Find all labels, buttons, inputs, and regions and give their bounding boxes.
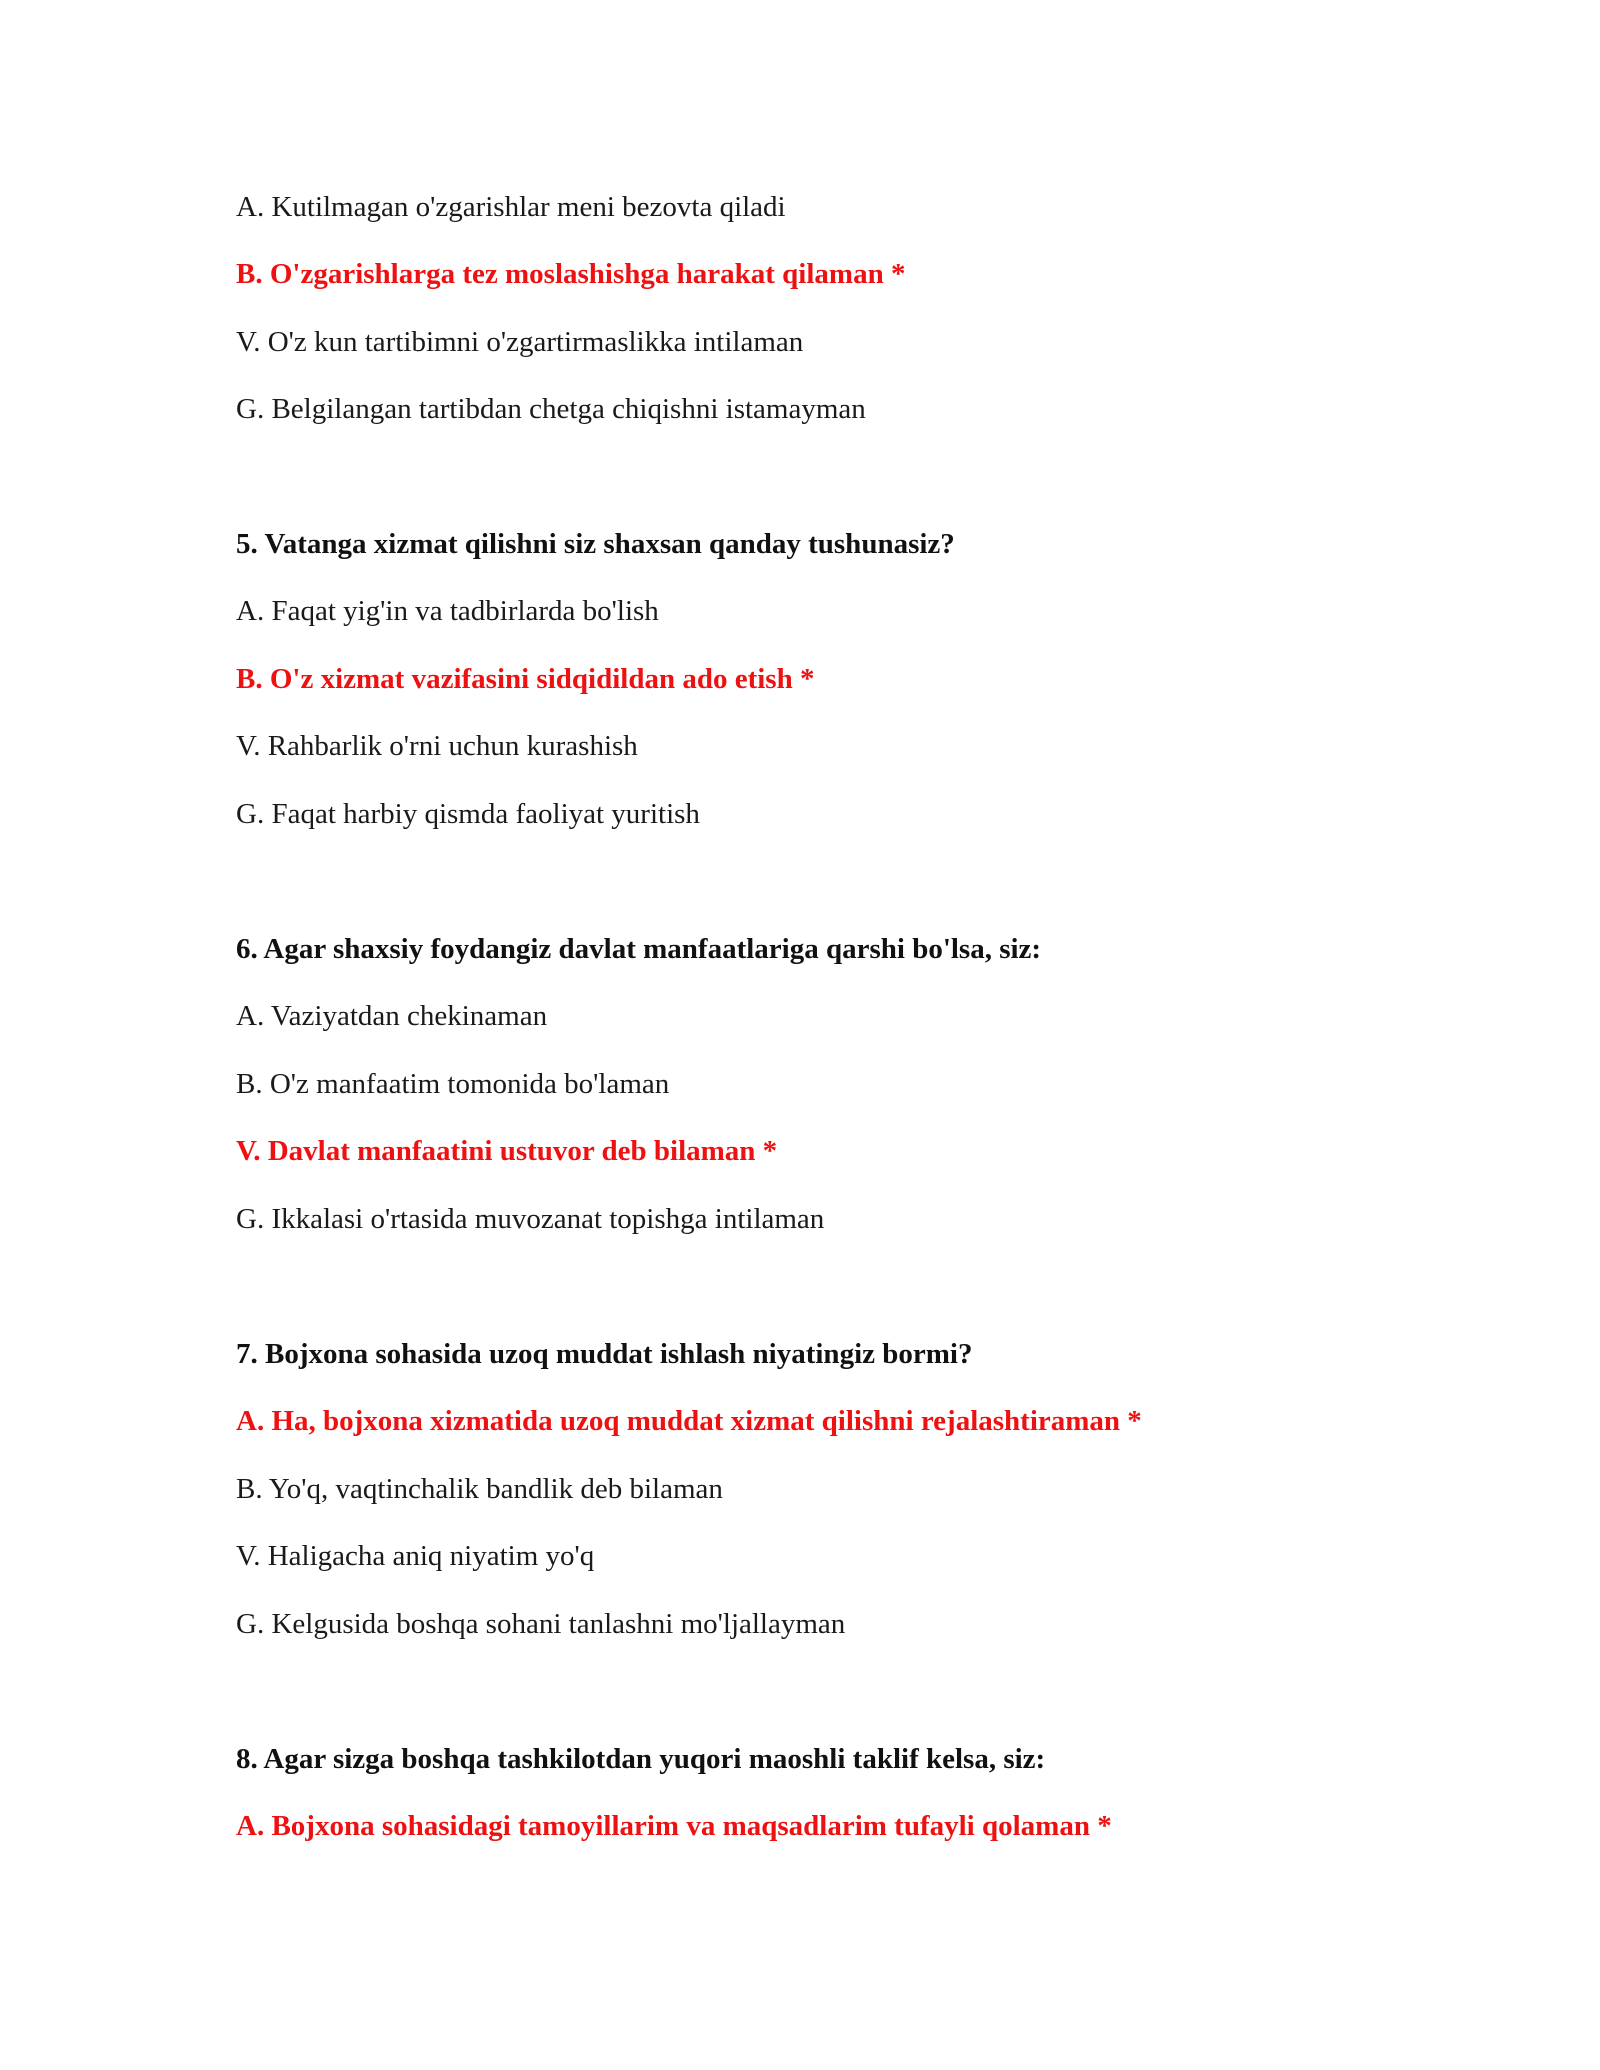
answer-option: V. Haligacha aniq niyatim yo'q — [236, 1540, 595, 1572]
correct-answer-option: V. Davlat manfaatini ustuvor deb bilaman * — [236, 1135, 778, 1167]
question-heading: 5. Vatanga xizmat qilishni siz shaxsan qanday tushunasiz? — [236, 528, 955, 560]
answer-option: G. Faqat harbiy qismda faoliyat yuritish — [236, 798, 700, 830]
answer-option: G. Ikkalasi o'rtasida muvozanat topishga intilaman — [236, 1203, 825, 1235]
answer-option: B. O'z manfaatim tomonida bo'laman — [236, 1068, 670, 1100]
answer-option: A. Kutilmagan o'zgarishlar meni bezovta qiladi — [236, 191, 786, 223]
question-heading: 7. Bojxona sohasida uzoq muddat ishlash niyatingiz bormi? — [236, 1338, 973, 1370]
question-heading: 6. Agar shaxsiy foydangiz davlat manfaatlariga qarshi bo'lsa, siz: — [236, 933, 1042, 965]
answer-option: V. Rahbarlik o'rni uchun kurashish — [236, 730, 638, 762]
answer-option: B. Yo'q, vaqtinchalik bandlik deb bilaman — [236, 1473, 723, 1505]
correct-answer-option: A. Ha, bojxona xizmatida uzoq muddat xizmat qilishni rejalashtiraman * — [236, 1405, 1142, 1437]
correct-answer-option: B. O'zgarishlarga tez moslashishga harakat qilaman * — [236, 258, 906, 290]
correct-answer-option: A. Bojxona sohasidagi tamoyillarim va maqsadlarim tufayli qolaman * — [236, 1810, 1112, 1842]
answer-option: V. O'z kun tartibimni o'zgartirmaslikka intilaman — [236, 326, 804, 358]
question-heading: 8. Agar sizga boshqa tashkilotdan yuqori maoshli taklif kelsa, siz: — [236, 1743, 1046, 1775]
answer-option: G. Kelgusida boshqa sohani tanlashni mo'ljallayman — [236, 1608, 846, 1640]
answer-option: A. Vaziyatdan chekinaman — [236, 1000, 548, 1032]
answer-option: G. Belgilangan tartibdan chetga chiqishni istamayman — [236, 393, 866, 425]
correct-answer-option: B. O'z xizmat vazifasini sidqidildan ado etish * — [236, 663, 815, 695]
answer-option: A. Faqat yig'in va tadbirlarda bo'lish — [236, 595, 659, 627]
